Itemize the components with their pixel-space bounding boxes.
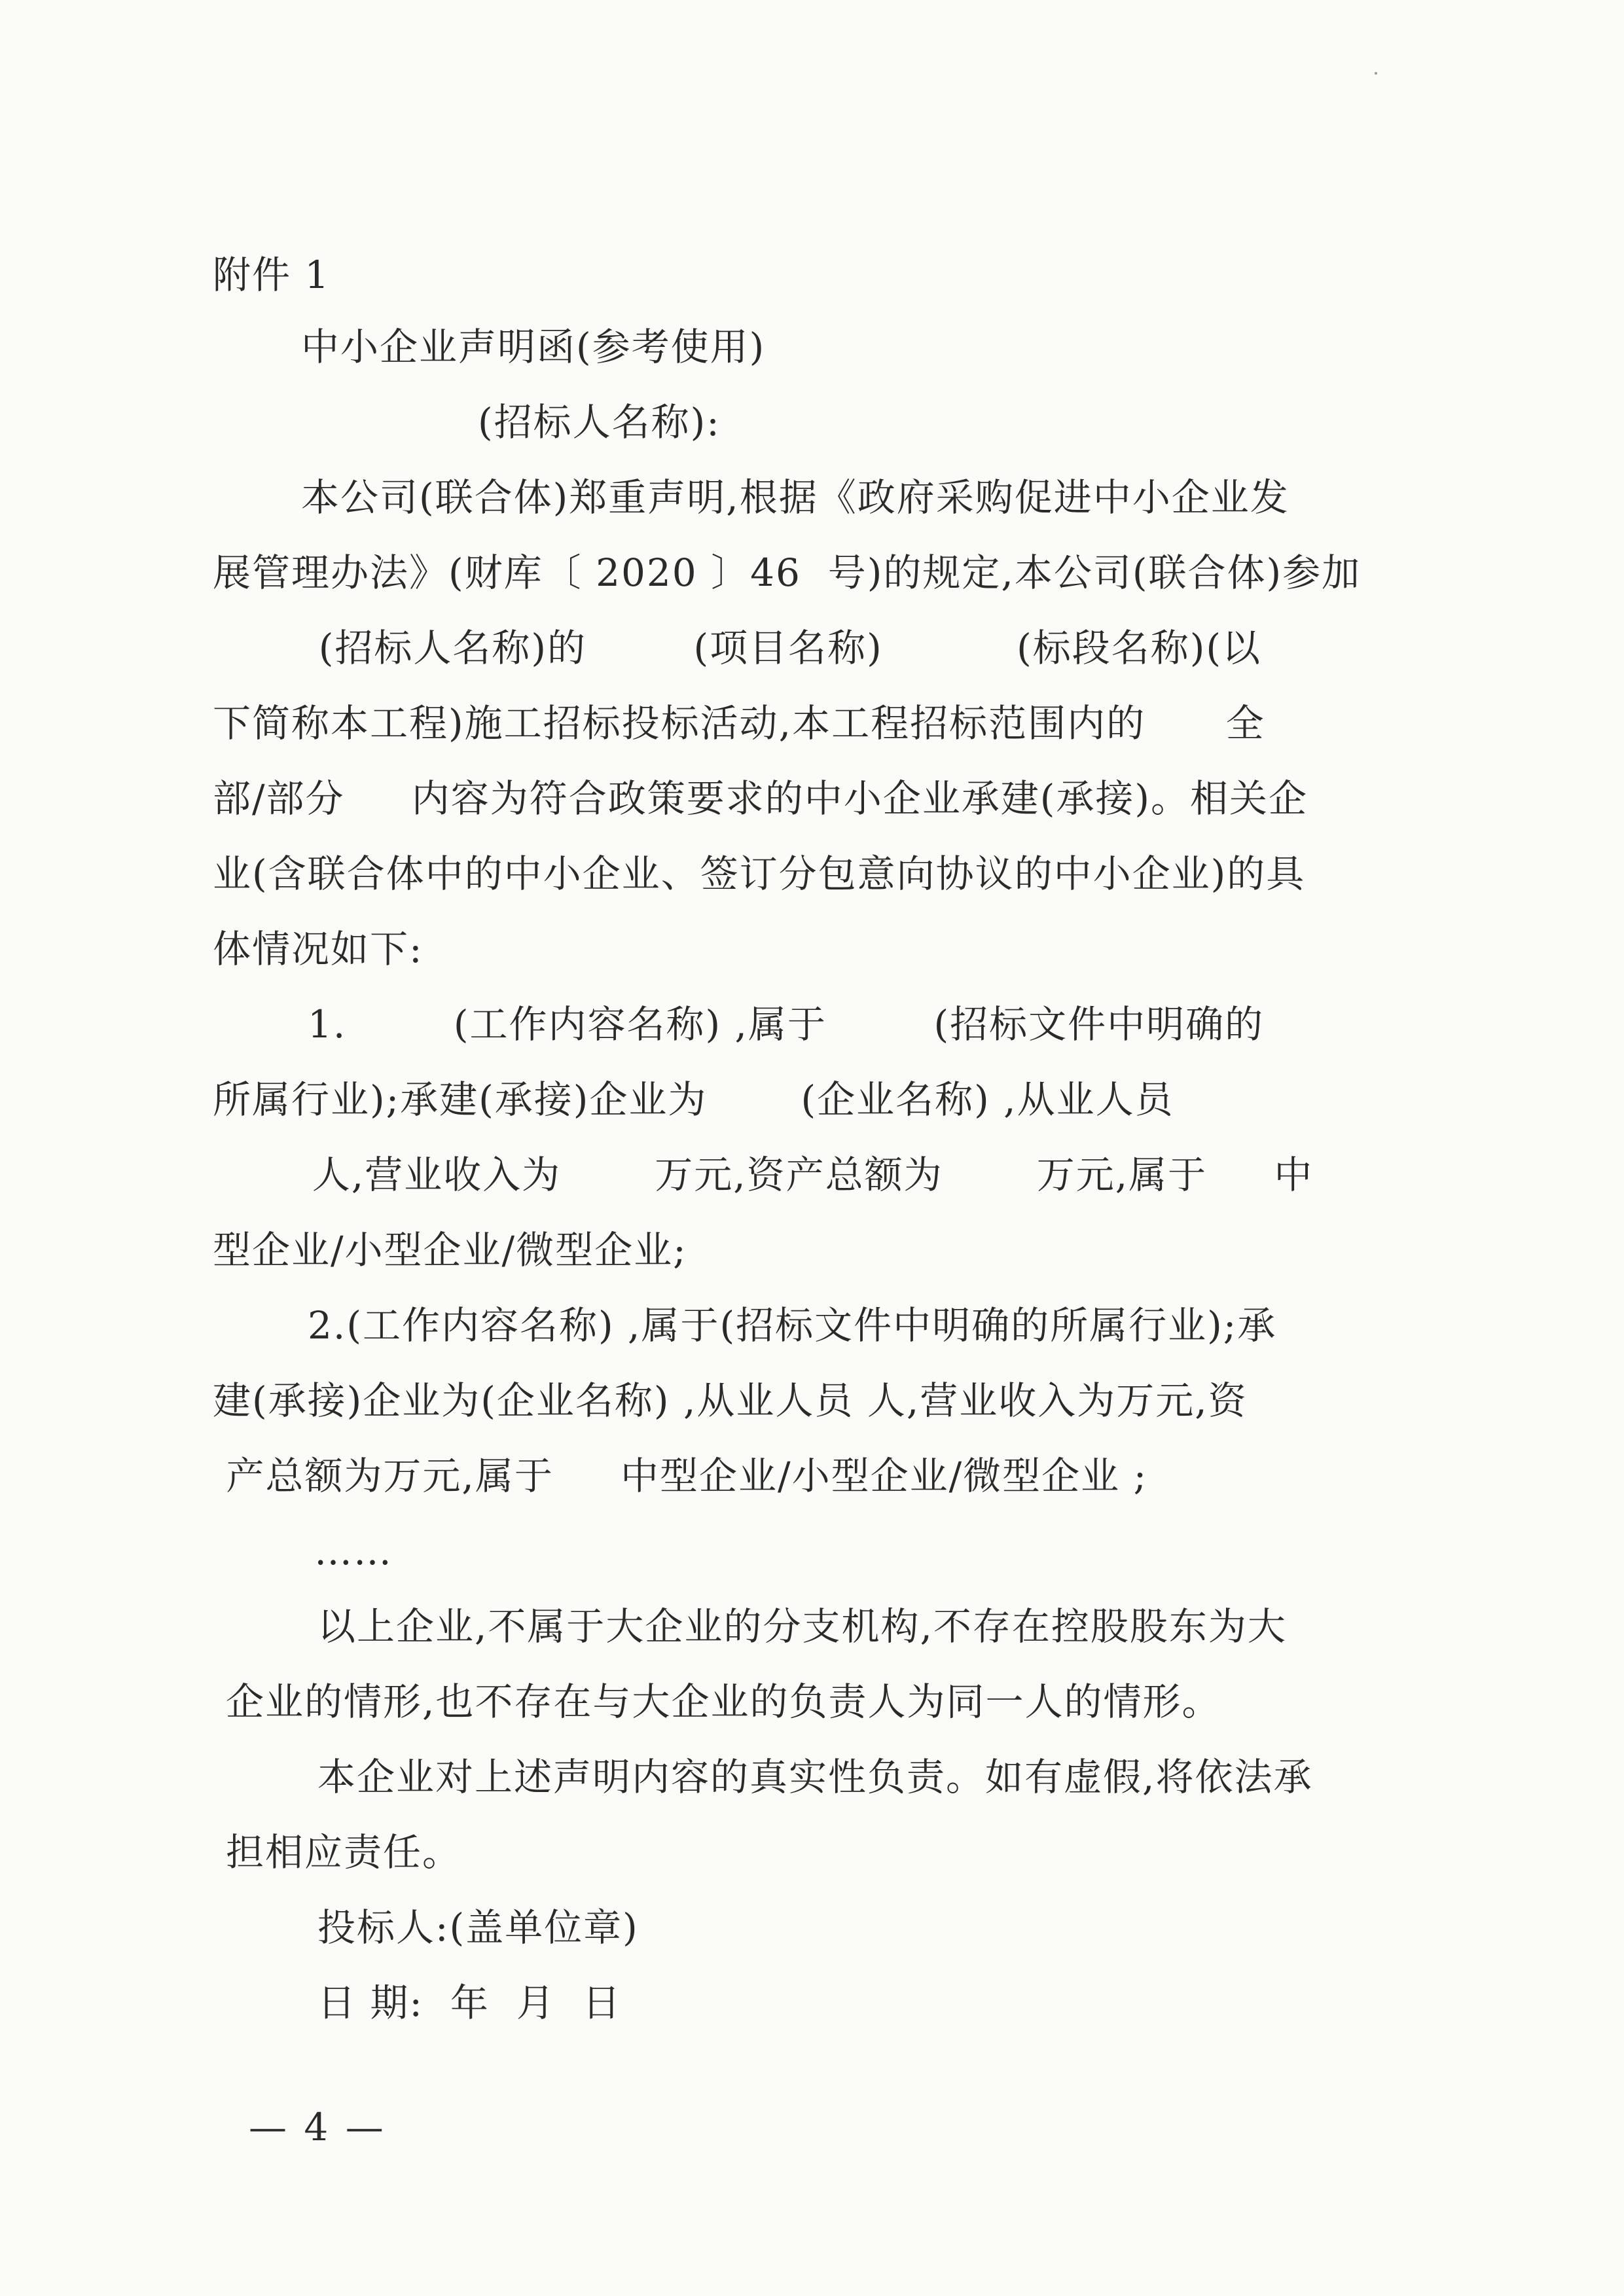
body-line: 展管理办法》(财库〔 2020 〕46 号)的规定,本公司(联合体)参加 xyxy=(213,550,1362,595)
list-item-1-line: 型企业/小型企业/微型企业; xyxy=(213,1228,687,1272)
body-line: 以上企业,不属于大企业的分支机构,不存在控股股东为大 xyxy=(317,1604,1287,1649)
date-line: 日 期: 年 月 日 xyxy=(317,1981,622,2025)
list-item-1-line: 人,营业收入为 万元,资产总额为 万元,属于 中 xyxy=(259,1153,1314,1197)
body-line: 担相应责任。 xyxy=(226,1830,462,1874)
scan-speck xyxy=(1375,72,1377,75)
list-item-2-line: 产总额为万元,属于 中型企业/小型企业/微型企业 ; xyxy=(213,1454,1148,1498)
list-item-2-line: 2.(工作内容名称) ,属于(招标文件中明确的所属行业);承 xyxy=(308,1303,1277,1348)
body-line: 本公司(联合体)郑重声明,根据《政府采购促进中小企业发 xyxy=(301,475,1290,520)
list-item-2-line: 建(承接)企业为(企业名称) ,从业人员 人,营业收入为万元,资 xyxy=(213,1378,1248,1423)
body-line: 体情况如下: xyxy=(213,927,424,971)
page-title: 中小企业声明函(参考使用) xyxy=(301,325,766,369)
body-line: 部/部分 内容为符合政策要求的中小企业承建(承接)。相关企 xyxy=(213,776,1308,821)
body-line: 业(含联合体中的中小企业、签订分包意向协议的中小企业)的具 xyxy=(213,852,1306,896)
body-line: 企业的情形,也不存在与大企业的负责人为同一人的情形。 xyxy=(226,1679,1221,1724)
body-line: 下简称本工程)施工招标投标活动,本工程招标范围内的 全 xyxy=(213,701,1265,745)
list-item-1-line: 1. (工作内容名称) ,属于 (招标文件中明确的 xyxy=(308,1002,1265,1047)
ellipsis: …… xyxy=(314,1529,393,1573)
bidder-signature-line: 投标人:(盖单位章) xyxy=(317,1905,639,1950)
page-number: — 4 — xyxy=(249,2105,386,2149)
addressee: (招标人名称): xyxy=(478,400,721,444)
body-line: 本企业对上述声明内容的真实性负责。如有虚假,将依法承 xyxy=(317,1755,1313,1799)
body-line: (招标人名称)的 (项目名称) (标段名称)(以 xyxy=(265,626,1262,670)
attachment-label: 附件 1 xyxy=(213,253,331,297)
list-item-1-line: 所属行业);承建(承接)企业为 (企业名称) ,从业人员 xyxy=(213,1077,1174,1122)
